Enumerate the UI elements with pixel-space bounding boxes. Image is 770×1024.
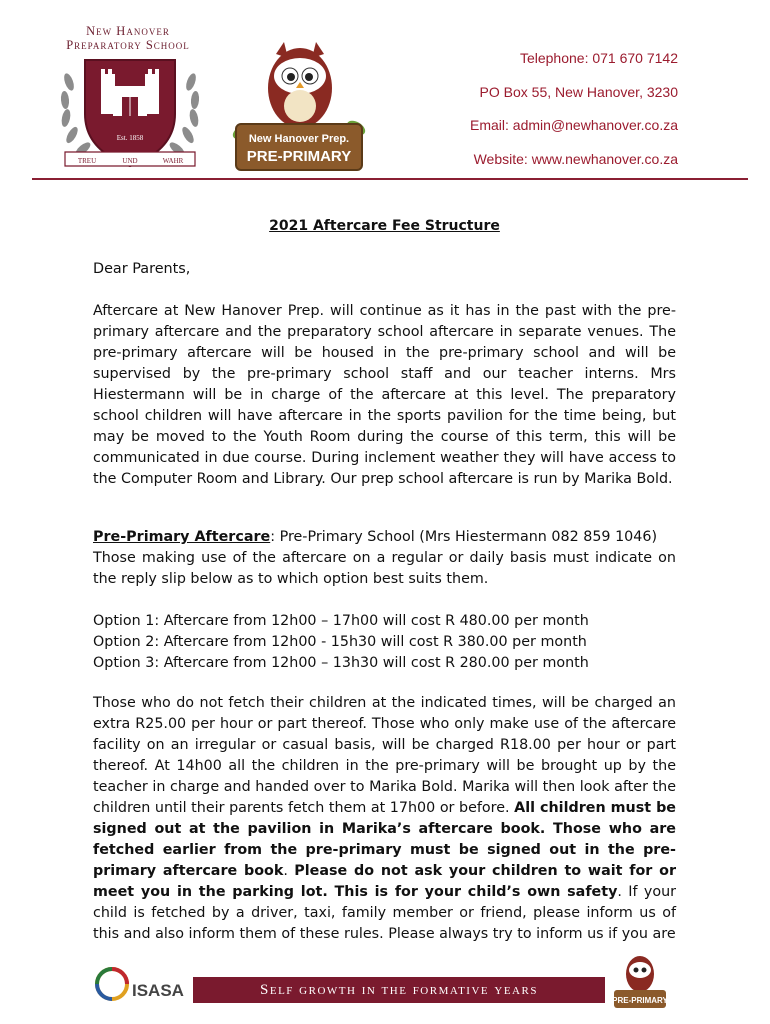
fee-options-list	[93, 611, 676, 674]
pre-primary-section-body: Those making use of the aftercare on a regular or daily basis must indicate on the reply slip below as to which option best suits them.	[93, 550, 676, 587]
footer-owl-icon	[610, 952, 670, 1010]
paragraph-intro: Aftercare at New Hanover Prep. will continue as it has in the past with the pre-primary aftercare and the preparatory school aftercare in separate venues. The pre-primary aftercare will be housed in the pre-primary school and will be supervised by the pre-primary school staff and our teacher interns. Mrs Hiestermann will be in charge of the aftercare at this level. The preparatory school children will have aftercare in the sports pavilion for the time being, but may be moved to the Youth Room during the course of this term, this will be communicated in due course. During inclement weather they will have access to the Computer Room and Library. Our prep school aftercare is run by Marika Bold.	[93, 303, 676, 487]
fee-option-3: Option 3: Aftercare from 12h00 – 13h30 will cost R 280.00 per month	[93, 655, 589, 671]
fee-option-2: Option 2: Aftercare from 12h00 - 15h30 will cost R 380.00 per month	[93, 634, 587, 650]
contact-telephone: Telephone: 071 670 7142	[519, 50, 678, 66]
school-name	[58, 24, 198, 52]
paragraph-late-fetch-rules	[93, 693, 676, 945]
svg-text:PRE-PRIMARY: PRE-PRIMARY	[246, 148, 352, 165]
para3-text-3: . If your child is fetched by a driver, taxi, family member or friend, please inform us of this and also inform them of these rules. Please always try to inform us if you are	[93, 884, 677, 942]
contact-email: Email: admin@newhanover.co.za	[470, 117, 678, 133]
para3-text-1: Those who do not fetch their children at the indicated times, will be charged an extra R25.00 per hour or part thereof. Those who only make use of the aftercare facility on an irregular or casual basis, will be charged R18.00 per hour or part thereof. At 14h00 all the children in the pre-primary will be brought up by the teacher in charge and handed over to Marika Bold. Marika will then look after the children until their parents fetch them at 17h00 or before.	[93, 695, 676, 816]
para3-text-2: .	[283, 863, 295, 879]
footer-tagline: Self growth in the formative years	[193, 977, 605, 1003]
pre-primary-section-heading	[93, 527, 676, 548]
greeting: Dear Parents,	[93, 261, 191, 277]
contact-website: Website: www.newhanover.co.za	[473, 150, 678, 167]
svg-text:Est. 1858: Est. 1858	[116, 134, 144, 142]
section-heading-detail: : Pre-Primary School (Mrs Hiestermann 082 859 1046)	[270, 529, 658, 545]
school-crest-logo	[55, 52, 205, 174]
contact-po-box: PO Box 55, New Hanover, 3230	[479, 83, 678, 100]
fee-option-1: Option 1: Aftercare from 12h00 – 17h00 will cost R 480.00 per month	[93, 613, 589, 629]
svg-text:PRE-PRIMARY: PRE-PRIMARY	[612, 996, 668, 1005]
header-divider	[32, 178, 748, 180]
document-title: 2021 Aftercare Fee Structure	[269, 218, 500, 234]
para3-bold-1: All children must be signed out at the pavilion in Marika’s aftercare book. Those who are fetched earlier from the pre-primary must be signed out in the pre-primary aftercare book	[93, 800, 677, 879]
svg-text:WAHR: WAHR	[162, 157, 184, 165]
svg-text:UND: UND	[122, 157, 138, 165]
svg-text:TREU: TREU	[77, 157, 97, 165]
isasa-logo	[94, 962, 190, 1006]
school-name-line2: Preparatory School	[66, 38, 190, 52]
section-heading-label: Pre-Primary Aftercare	[93, 529, 271, 545]
pre-primary-owl-logo	[228, 36, 368, 176]
para3-bold-2: Please do not ask your children to wait for or meet you in the parking lot. This is for your child’s own safety	[93, 863, 677, 900]
school-name-line1: New Hanover	[86, 24, 170, 38]
svg-text:ISASA: ISASA	[132, 981, 184, 1000]
contact-details	[470, 42, 678, 176]
svg-text:New Hanover Prep.: New Hanover Prep.	[248, 133, 350, 145]
